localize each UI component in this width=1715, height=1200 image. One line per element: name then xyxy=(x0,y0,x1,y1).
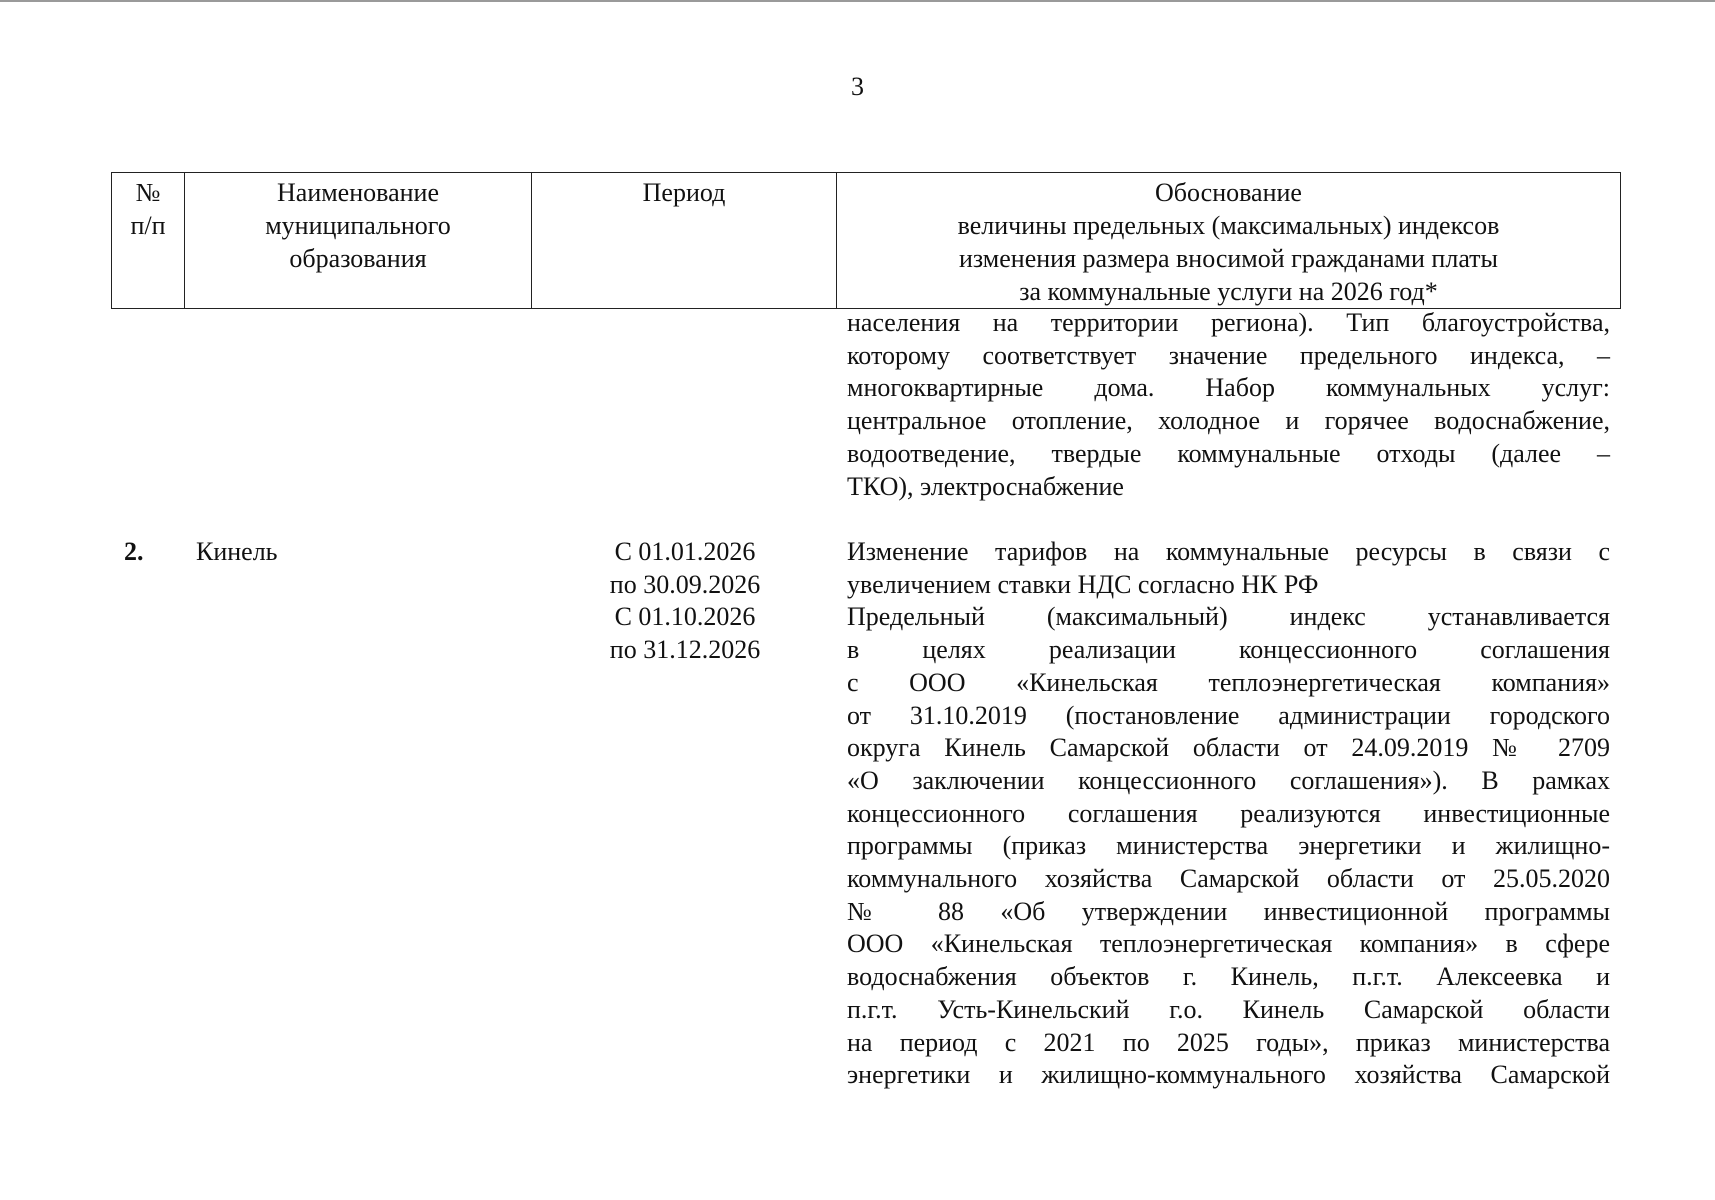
justification-line: увеличением ставки НДС согласно НК РФ xyxy=(847,569,1319,599)
header-period-column xyxy=(532,173,837,309)
header-number-line: п/п xyxy=(130,211,166,240)
page-top-edge xyxy=(0,0,1715,2)
row-justification xyxy=(847,536,1610,1092)
justification-line: ООО «Кинельская теплоэнергетическая компания» в сфере xyxy=(847,929,1610,959)
justification-line: водоснабжения объектов г. Кинель, п.г.т. Алексеевка и xyxy=(847,962,1610,992)
continued-justification xyxy=(847,307,1610,503)
row-number: 2. xyxy=(124,537,144,566)
continued-justification-line: населения на территории региона). Тип благоустройства, xyxy=(847,308,1610,337)
table-header xyxy=(111,172,1621,309)
header-justification-line: величины предельных (максимальных) индексов xyxy=(957,211,1500,240)
header-justification-line: изменения размера вносимой гражданами платы xyxy=(958,244,1499,273)
continued-justification-line: которому соответствует значение предельного индекса, – xyxy=(847,340,1610,370)
header-municipality-line: Наименование xyxy=(277,178,439,207)
justification-line: энергетики и жилищно-коммунального хозяйства Самарской xyxy=(847,1060,1610,1090)
row-municipality: Кинель xyxy=(196,537,278,566)
continued-justification-line: ТКО), электроснабжение xyxy=(847,471,1124,501)
justification-line: программы (приказ министерства энергетики и жилищно- xyxy=(847,831,1610,861)
header-municipality-line: муниципального xyxy=(265,211,451,240)
continued-justification-line: центральное отопление, холодное и горячее водоснабжение, xyxy=(847,406,1610,436)
header-number-column xyxy=(112,173,185,309)
table-header-row xyxy=(112,173,1621,309)
justification-line: в целях реализации концессионного соглашения xyxy=(847,635,1610,665)
header-justification-line: за коммунальные услуги на 2026 год* xyxy=(1019,277,1438,306)
header-justification-line: Обоснование xyxy=(1155,178,1302,207)
header-number-line: № xyxy=(135,178,161,207)
justification-line: п.г.т. Усть-Кинельский г.о. Кинель Самарской области xyxy=(847,994,1610,1024)
justification-line: с ООО «Кинельская теплоэнергетическая компания» xyxy=(847,667,1610,697)
period-line: С 01.01.2026 xyxy=(614,537,756,566)
period-line: по 30.09.2026 xyxy=(609,569,761,599)
justification-line: Предельный (максимальный) индекс устанавливается xyxy=(847,602,1610,632)
row-period xyxy=(560,536,810,667)
period-line: по 31.12.2026 xyxy=(609,635,761,665)
justification-line: коммунального хозяйства Самарской области от 25.05.2020 xyxy=(847,864,1610,894)
header-municipality-line: образования xyxy=(289,244,427,273)
page-number: 3 xyxy=(851,72,864,101)
justification-line: Изменение тарифов на коммунальные ресурсы в связи с xyxy=(847,537,1610,566)
header-period-line: Период xyxy=(642,178,726,207)
justification-line: на период с 2021 по 2025 годы», приказ министерства xyxy=(847,1027,1610,1057)
justification-line: концессионного соглашения реализуются инвестиционные xyxy=(847,798,1610,828)
continued-justification-line: многоквартирные дома. Набор коммунальных услуг: xyxy=(847,373,1610,403)
header-municipality-column xyxy=(185,173,532,309)
justification-line: № 88 «Об утверждении инвестиционной программы xyxy=(847,896,1610,926)
justification-line: от 31.10.2019 (постановление администрации городского xyxy=(847,700,1610,730)
period-line: С 01.10.2026 xyxy=(614,602,756,632)
continued-justification-line: водоотведение, твердые коммунальные отходы (далее – xyxy=(847,438,1610,468)
header-justification-column xyxy=(837,173,1621,309)
justification-line: «О заключении концессионного соглашения»). В рамках xyxy=(847,765,1610,795)
justification-line: округа Кинель Самарской области от 24.09.2019 № 2709 xyxy=(847,733,1610,763)
